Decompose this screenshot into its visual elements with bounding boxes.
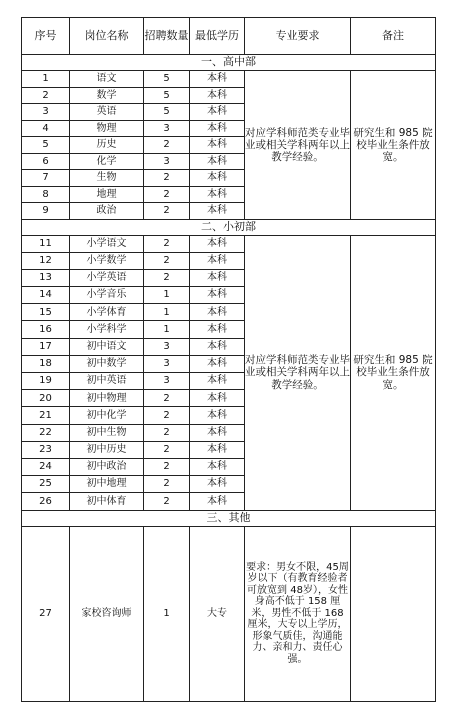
- row-no: 3: [22, 104, 70, 121]
- row-education: 本科: [190, 269, 245, 286]
- row-count: 2: [144, 269, 190, 286]
- row-no: 7: [22, 170, 70, 187]
- row-position-name: 初中物理: [70, 390, 144, 407]
- table-row: [22, 235, 436, 252]
- row-education: 本科: [190, 424, 245, 441]
- row-count: 3: [144, 373, 190, 390]
- header-note: 备注: [351, 18, 436, 55]
- row-education: 本科: [190, 287, 245, 304]
- row-education: 本科: [190, 458, 245, 475]
- row-no: 24: [22, 458, 70, 475]
- row-no: 11: [22, 235, 70, 252]
- row-position-name: 小学英语: [70, 269, 144, 286]
- row-count: 1: [144, 321, 190, 338]
- row-education: 本科: [190, 321, 245, 338]
- row-count: 2: [144, 441, 190, 458]
- row-education: 本科: [190, 71, 245, 88]
- row-education: 本科: [190, 407, 245, 424]
- row-no: 12: [22, 252, 70, 269]
- section-other-row: [22, 510, 436, 526]
- row-education: 本科: [190, 186, 245, 203]
- row-position-name: 初中语文: [70, 338, 144, 355]
- section-mid-title: 二、小初部: [22, 219, 436, 235]
- row-position-name: 初中数学: [70, 355, 144, 372]
- row-position-name: 物理: [70, 120, 144, 137]
- row-position-name: 小学数学: [70, 252, 144, 269]
- row-count: 2: [144, 407, 190, 424]
- row-no: 18: [22, 355, 70, 372]
- section-mid-row: [22, 219, 436, 235]
- row-no: 25: [22, 476, 70, 493]
- row-education: 本科: [190, 153, 245, 170]
- table-row: [22, 526, 436, 701]
- row-count: 5: [144, 104, 190, 121]
- row-count: 5: [144, 71, 190, 88]
- recruitment-table: [21, 17, 436, 702]
- row-position-name: 语文: [70, 71, 144, 88]
- row-count: 2: [144, 424, 190, 441]
- row-count: 2: [144, 186, 190, 203]
- row-no: 19: [22, 373, 70, 390]
- row-no: 26: [22, 493, 70, 510]
- row-position-name: 小学语文: [70, 235, 144, 252]
- row-education: 本科: [190, 493, 245, 510]
- row-position-name: 初中政治: [70, 458, 144, 475]
- section-high-title: 一、高中部: [22, 55, 436, 71]
- row-education: 本科: [190, 304, 245, 321]
- header-row: [22, 18, 436, 55]
- row-no: 23: [22, 441, 70, 458]
- row-position-name: 化学: [70, 153, 144, 170]
- row-no: 20: [22, 390, 70, 407]
- row-no: 9: [22, 203, 70, 220]
- row-count: 2: [144, 390, 190, 407]
- row-count: 1: [144, 526, 190, 701]
- row-position-name: 初中化学: [70, 407, 144, 424]
- mid-note: 研究生和 985 院校毕业生条件放宽。: [351, 235, 436, 510]
- row-count: 2: [144, 235, 190, 252]
- row-position-name: 初中地理: [70, 476, 144, 493]
- row-education: 本科: [190, 104, 245, 121]
- row-position-name: 初中历史: [70, 441, 144, 458]
- row-count: 2: [144, 493, 190, 510]
- section-other-title: 三、其他: [22, 510, 436, 526]
- header-edu: 最低学历: [190, 18, 245, 55]
- row-no: 16: [22, 321, 70, 338]
- row-no: 15: [22, 304, 70, 321]
- row-education: 大专: [190, 526, 245, 701]
- row-count: 2: [144, 137, 190, 154]
- header-count: 招聘数量: [144, 18, 190, 55]
- row-count: 3: [144, 120, 190, 137]
- row-position-name: 政治: [70, 203, 144, 220]
- row-education: 本科: [190, 373, 245, 390]
- row-count: 1: [144, 304, 190, 321]
- header-name: 岗位名称: [70, 18, 144, 55]
- row-count: 3: [144, 153, 190, 170]
- row-education: 本科: [190, 203, 245, 220]
- row-note: [351, 526, 436, 701]
- row-position-name: 数学: [70, 87, 144, 104]
- row-no: 21: [22, 407, 70, 424]
- row-count: 3: [144, 355, 190, 372]
- row-position-name: 地理: [70, 186, 144, 203]
- row-position-name: 小学体育: [70, 304, 144, 321]
- row-no: 8: [22, 186, 70, 203]
- row-no: 17: [22, 338, 70, 355]
- row-no: 22: [22, 424, 70, 441]
- row-education: 本科: [190, 476, 245, 493]
- row-count: 2: [144, 252, 190, 269]
- row-count: 2: [144, 170, 190, 187]
- row-education: 本科: [190, 355, 245, 372]
- row-education: 本科: [190, 441, 245, 458]
- row-position-name: 小学音乐: [70, 287, 144, 304]
- row-position-name: 历史: [70, 137, 144, 154]
- row-education: 本科: [190, 87, 245, 104]
- row-position-name: 生物: [70, 170, 144, 187]
- row-education: 本科: [190, 390, 245, 407]
- row-no: 1: [22, 71, 70, 88]
- row-no: 6: [22, 153, 70, 170]
- row-count: 2: [144, 458, 190, 475]
- row-no: 5: [22, 137, 70, 154]
- row-education: 本科: [190, 170, 245, 187]
- row-position-name: 初中英语: [70, 373, 144, 390]
- row-education: 本科: [190, 252, 245, 269]
- row-education: 本科: [190, 338, 245, 355]
- row-education: 本科: [190, 235, 245, 252]
- mid-requirement: 对应学科师范类专业毕业或相关学科两年以上教学经验。: [245, 235, 351, 510]
- row-education: 本科: [190, 120, 245, 137]
- header-no: 序号: [22, 18, 70, 55]
- row-no: 14: [22, 287, 70, 304]
- row-count: 2: [144, 203, 190, 220]
- row-count: 3: [144, 338, 190, 355]
- row-no: 2: [22, 87, 70, 104]
- row-requirement: 要求：男女不限，45周岁以下（有教育经验者可放宽到 48岁），女性身高不低于 158 厘米，男性不低于 168 厘米，大专以上学历，形象气质佳，沟通能力、亲和力、责任心强。: [245, 526, 351, 701]
- row-position-name: 家校咨询师: [70, 526, 144, 701]
- row-count: 5: [144, 87, 190, 104]
- high-requirement: 对应学科师范类专业毕业或相关学科两年以上教学经验。: [245, 71, 351, 220]
- row-no: 4: [22, 120, 70, 137]
- row-position-name: 初中体育: [70, 493, 144, 510]
- section-high-row: [22, 55, 436, 71]
- row-no: 27: [22, 526, 70, 701]
- row-education: 本科: [190, 137, 245, 154]
- row-count: 2: [144, 476, 190, 493]
- row-no: 13: [22, 269, 70, 286]
- header-req: 专业要求: [245, 18, 351, 55]
- row-count: 1: [144, 287, 190, 304]
- row-position-name: 初中生物: [70, 424, 144, 441]
- table-row: [22, 71, 436, 88]
- row-position-name: 小学科学: [70, 321, 144, 338]
- row-position-name: 英语: [70, 104, 144, 121]
- high-note: 研究生和 985 院校毕业生条件放宽。: [351, 71, 436, 220]
